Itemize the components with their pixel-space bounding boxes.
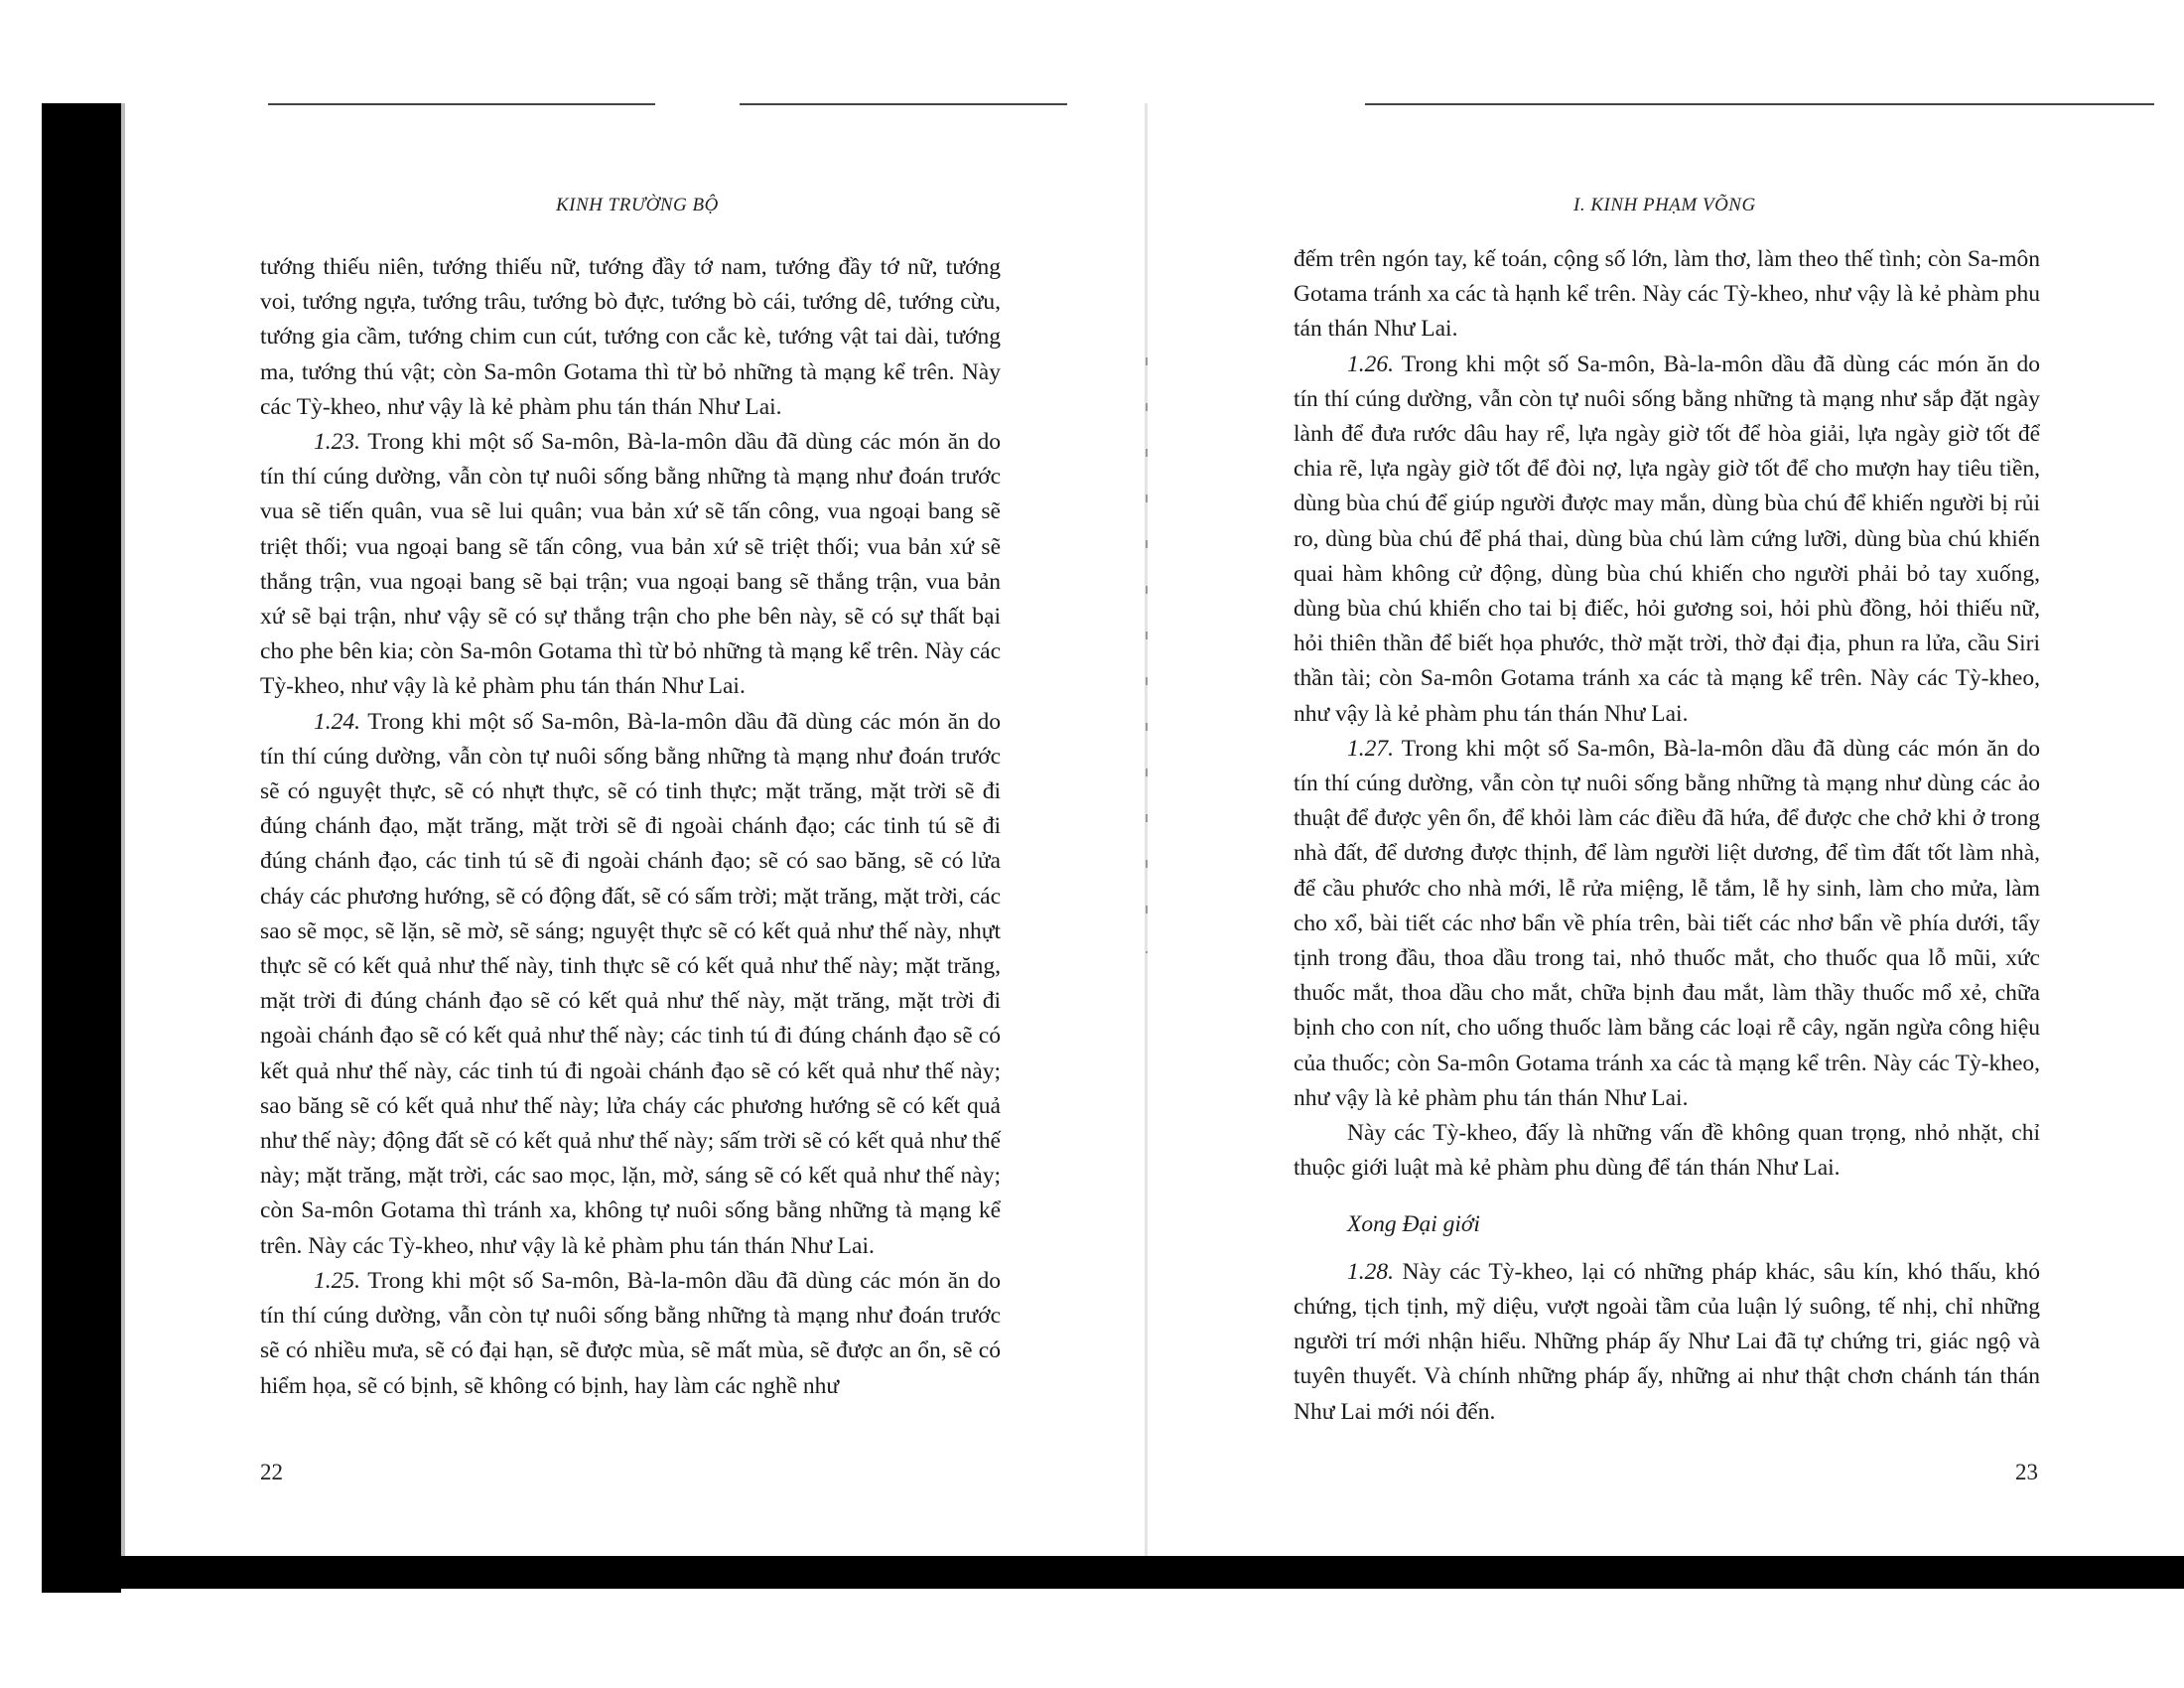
page-number: 23	[2015, 1460, 2038, 1484]
paragraph-text: Trong khi một số Sa-môn, Bà-la-môn dầu đã dùng các món ăn do tín thí cúng dường, vẫn còn tự nuôi sống bằng những tà mạng như đoán trước sẽ có nhiều mưa, sẽ có đại hạn, sẽ được mùa, sẽ mất mùa, sẽ được an ổn, sẽ có hiểm họa, sẽ có bịnh, sẽ không có bịnh, hay làm các nghề như	[260, 1267, 1001, 1399]
scan-border-bottom	[42, 1556, 2184, 1589]
paragraph-text: Trong khi một số Sa-môn, Bà-la-môn dầu đã dùng các món ăn do tín thí cúng dường, vẫn còn tự nuôi sống bằng những tà mạng như dùng các ảo thuật để được yên ổn, để khỏi làm các điều đã hứa, để được che chở khi ở trong nhà đất, để dương được thịnh, để làm người liệt dương, để tìm đất tốt làm nhà, để cầu phước cho nhà mới, lễ rửa miệng, lễ tắm, lễ hy sinh, làm cho mửa, làm cho xổ, bài tiết các nhơ bẩn về phía trên, bài tiết các nhơ bẩn về phía dưới, tẩy tịnh trong đầu, thoa dầu trong tai, nhỏ thuốc mắt, cho thuốc qua lỗ mũi, xức thuốc mắt, thoa dầu cho mắt, chữa bịnh đau mắt, làm thầy thuốc mổ xẻ, chữa bịnh cho con nít, cho uống thuốc làm bằng các loại rễ cây, ngăn ngừa công hiệu của thuốc; còn Sa-môn Gotama tránh xa các tà mạng kể trên. Này các Tỳ-kheo, như vậy là kẻ phàm phu tán thán Như Lai.	[1294, 735, 2040, 1111]
paragraph	[1294, 1255, 2040, 1430]
paragraph-text: Trong khi một số Sa-môn, Bà-la-môn dầu đã dùng các món ăn do tín thí cúng dường, vẫn còn tự nuôi sống bằng những tà mạng như sắp đặt ngày lành để đưa rước dâu hay rể, lựa ngày giờ tốt để hòa giải, lựa ngày giờ tốt để chia rẽ, lựa ngày giờ tốt để đòi nợ, lựa ngày giờ tốt để cho mượn hay tiêu tiền, dùng bùa chú để giúp người được may mắn, dùng bùa chú để khiến người bị rủi ro, dùng bùa chú để phá thai, dùng bùa chú làm cứng lưỡi, dùng bùa chú khiến quai hàm không cử động, dùng bùa chú khiến cho người phải bỏ tay xuống, dùng bùa chú khiến cho tai bị điếc, hỏi gương soi, hỏi phù đồng, hỏi thiếu nữ, hỏi thiên thần để biết họa phước, thờ mặt trời, thờ đại địa, phun ra lửa, cầu Siri thần tài; còn Sa-môn Gotama tránh xa các tà mạng kể trên. Này các Tỳ-kheo, như vậy là kẻ phàm phu tán thán Như Lai.	[1294, 351, 2040, 727]
paragraph-number: 1.23.	[314, 429, 360, 456]
paragraph-text: Này các Tỳ-kheo, lại có những pháp khác, sâu kín, khó thấu, khó chứng, tịch tịnh, mỹ diệu, vượt ngoài tầm của luận lý suông, tế nhị, chỉ những người trí mới nhận hiểu. Những pháp ấy Như Lai đã tự chứng tri, giác ngộ và tuyên thuyết. Và chính những pháp ấy, những ai như thật chơn chánh tán thán Như Lai mới nói đến.	[1294, 1258, 2040, 1425]
top-rule-left-2	[740, 103, 1067, 105]
paragraph: tướng thiếu niên, tướng thiếu nữ, tướng đầy tớ nam, tướng đầy tớ nữ, tướng voi, tướng ngựa, tướng trâu, tướng bò đực, tướng bò cái, tướng dê, tướng cừu, tướng gia cầm, tướng chim cun cút, tướng con cắc kè, tướng vật tai dài, tướng ma, tướng thú vật; còn Sa-môn Gotama thì từ bỏ những tà mạng kể trên. Này các Tỳ-kheo, như vậy là kẻ phàm phu tán thán Như Lai.	[260, 254, 1001, 420]
left-page-text	[260, 250, 1001, 1404]
gutter-marks	[1146, 357, 1148, 953]
paragraph-text: Trong khi một số Sa-môn, Bà-la-môn dầu đã dùng các món ăn do tín thí cúng dường, vẫn còn tự nuôi sống bằng những tà mạng như đoán trước sẽ có nguyệt thực, sẽ có nhựt thực, sẽ có tinh thực; mặt trăng, mặt trời sẽ đi đúng chánh đạo, mặt trăng, mặt trời sẽ đi ngoài chánh đạo; các tinh tú sẽ đi đúng chánh đạo, các tinh tú sẽ đi ngoài chánh đạo; sẽ có sao băng, sẽ có lửa cháy các phương hướng, sẽ có động đất, sẽ có sấm trời; mặt trăng, mặt trời, các sao sẽ mọc, sẽ lặn, sẽ mờ, sẽ sáng; nguyệt thực sẽ có kết quả như thế này, nhựt thực sẽ có kết quả như thế này, tinh thực sẽ có kết quả như thế này; mặt trăng, mặt trời đi đúng chánh đạo sẽ có kết quả như thế này, mặt trăng, mặt trời đi ngoài chánh đạo sẽ có kết quả như thế này; các tinh tú đi đúng chánh đạo sẽ có kết quả như thế này, các tinh tú đi ngoài chánh đạo sẽ có kết quả như thế này; sao băng sẽ có kết quả như thế này; lửa cháy các phương hướng sẽ có kết quả như thế này; động đất sẽ có kết quả như thế này; sấm trời sẽ có kết quả như thế này; mặt trăng, mặt trời, các sao mọc, lặn, mờ, sáng sẽ có kết quả như thế này; còn Sa-môn Gotama thì tránh xa, không tự nuôi sống bằng những tà mạng kể trên. Này các Tỳ-kheo, như vậy là kẻ phàm phu tán thán Như Lai.	[260, 708, 1002, 1259]
paragraph-number: 1.27.	[1347, 735, 1394, 762]
paragraph	[260, 1264, 1001, 1404]
top-rule-right	[1365, 103, 2154, 105]
scan-border-left	[42, 103, 121, 1593]
paragraph	[1294, 348, 2040, 732]
running-header: I. KINH PHẠM VÕNG	[1573, 195, 1756, 215]
paragraph-number: 1.28.	[1347, 1258, 1394, 1285]
top-rule-left-1	[268, 103, 655, 105]
section-title: Xong Đại giới	[1347, 1211, 1480, 1238]
paragraph-number: 1.25.	[314, 1267, 360, 1294]
paragraph-number: 1.24.	[314, 708, 360, 735]
page-edge	[121, 103, 125, 1556]
page-number: 22	[260, 1460, 283, 1484]
paragraph: Này các Tỳ-kheo, đấy là những vấn đề không quan trọng, nhỏ nhặt, chỉ thuộc giới luật mà kẻ phàm phu dùng để tán thán Như Lai.	[1294, 1120, 2040, 1182]
paragraph	[260, 705, 1001, 1264]
paragraph-text: Trong khi một số Sa-môn, Bà-la-môn dầu đã dùng các món ăn do tín thí cúng dường, vẫn còn tự nuôi sống bằng những tà mạng như đoán trước vua sẽ tiến quân, vua sẽ lui quân; vua bản xứ sẽ tấn công, vua ngoại bang sẽ triệt thối; vua ngoại bang sẽ tấn công, vua bản xứ sẽ triệt thối; vua bản xứ sẽ thắng trận, vua ngoại bang sẽ bại trận; vua ngoại bang sẽ thắng trận, vua bản xứ sẽ bại trận, như vậy sẽ có sự thắng trận cho phe bên này, sẽ có sự thất bại cho phe bên kia; còn Sa-môn Gotama thì từ bỏ những tà mạng kể trên. Này các Tỳ-kheo, như vậy là kẻ phàm phu tán thán Như Lai.	[260, 429, 1001, 700]
paragraph	[260, 425, 1001, 705]
paragraph	[1294, 732, 2040, 1116]
right-page-text	[1294, 242, 2040, 1430]
running-header: KINH TRƯỜNG BỘ	[556, 195, 719, 215]
paragraph-number: 1.26.	[1347, 351, 1394, 377]
paragraph: đếm trên ngón tay, kế toán, cộng số lớn, làm thơ, làm theo thế tình; còn Sa-môn Gotama tránh xa các tà hạnh kể trên. Này các Tỳ-kheo, như vậy là kẻ phàm phu tán thán Như Lai.	[1294, 246, 2040, 343]
